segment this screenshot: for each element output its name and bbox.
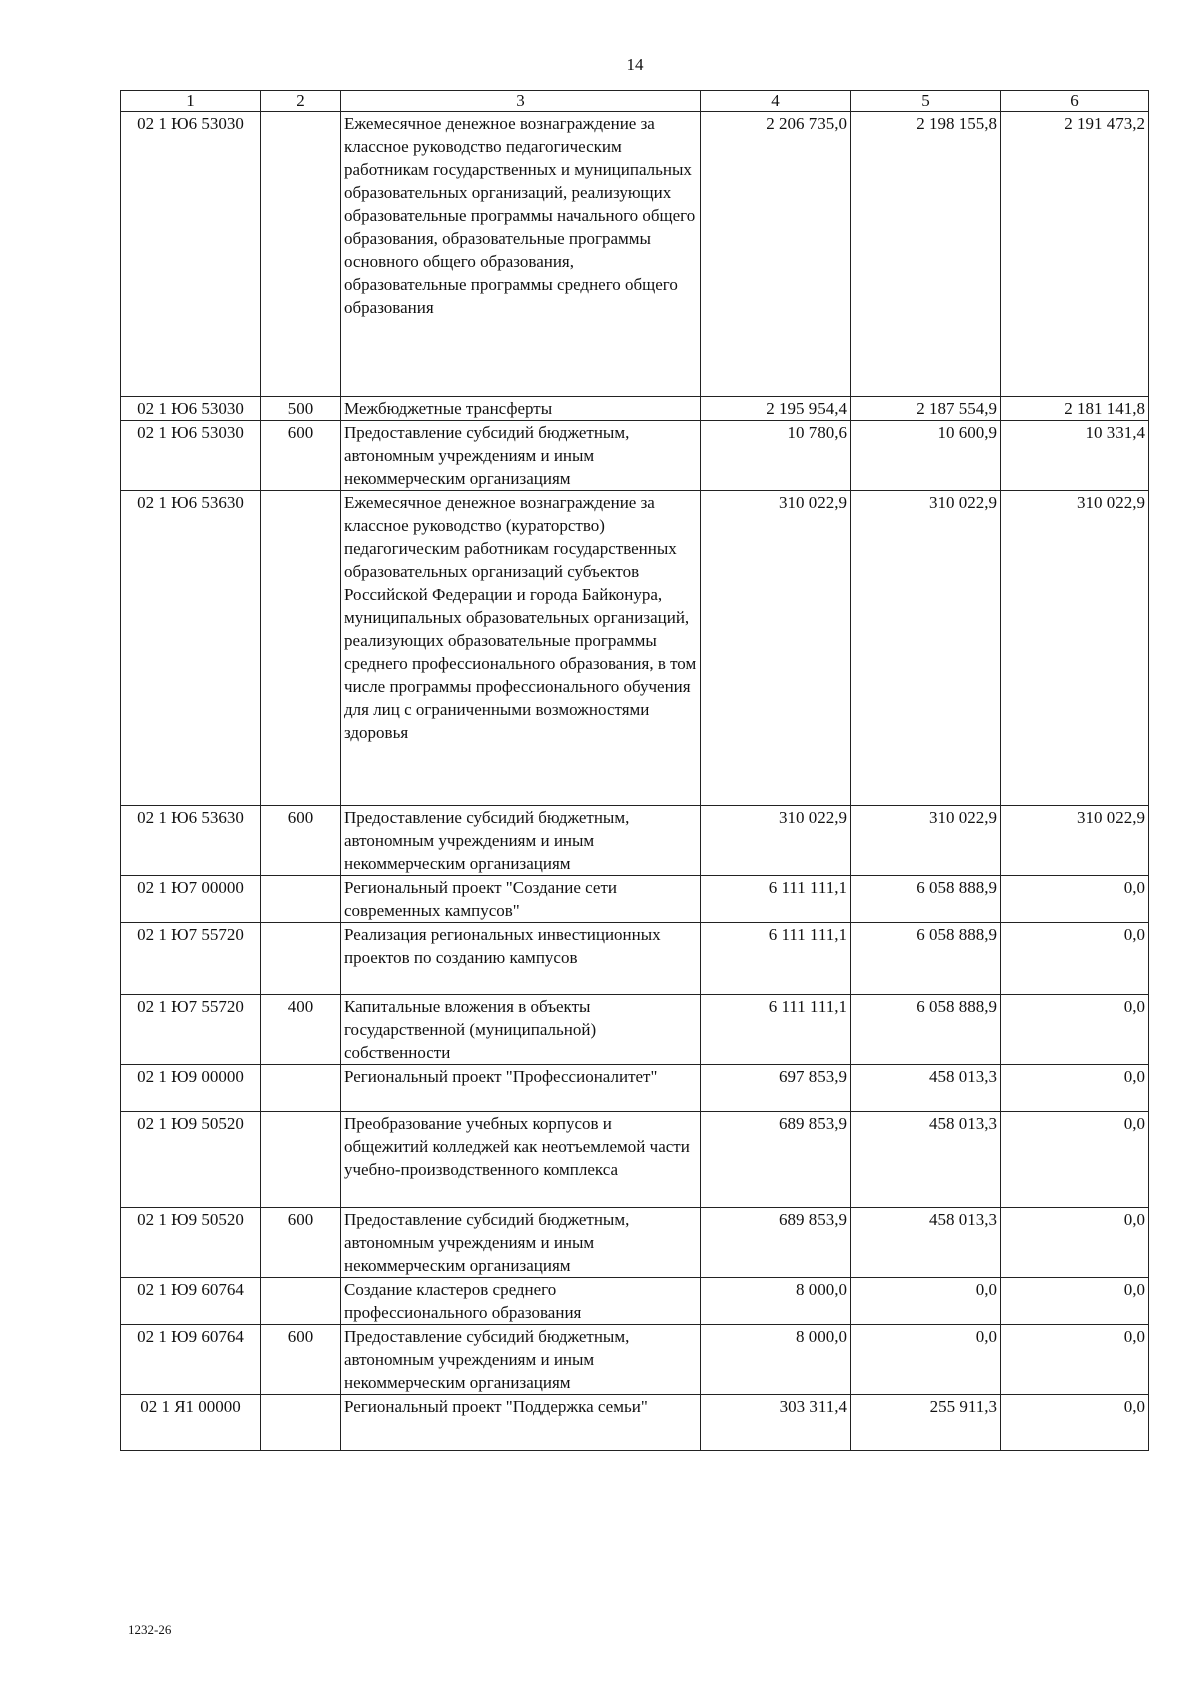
row-code: 02 1 Ю6 53630	[121, 806, 261, 876]
column-header: 2	[261, 91, 341, 112]
table-row	[121, 1112, 1149, 1208]
row-name: Предоставление субсидий бюджетным, автономным учреждениям и иным некоммерческим организациям	[341, 421, 701, 491]
row-value-year1: 310 022,9	[701, 491, 851, 806]
row-name: Региональный проект "Создание сети современных кампусов"	[341, 876, 701, 923]
row-value-year2: 458 013,3	[851, 1065, 1001, 1112]
row-name: Региональный проект "Профессионалитет"	[341, 1065, 701, 1112]
row-value-year3: 310 022,9	[1001, 806, 1149, 876]
column-header: 1	[121, 91, 261, 112]
table-row	[121, 397, 1149, 421]
row-expense-type	[261, 923, 341, 995]
row-code: 02 1 Ю7 55720	[121, 995, 261, 1065]
row-value-year3: 0,0	[1001, 995, 1149, 1065]
column-header: 5	[851, 91, 1001, 112]
row-expense-type: 500	[261, 397, 341, 421]
row-value-year1: 10 780,6	[701, 421, 851, 491]
row-value-year3: 2 191 473,2	[1001, 112, 1149, 397]
table-row	[121, 1325, 1149, 1395]
row-code: 02 1 Ю6 53030	[121, 421, 261, 491]
row-value-year2: 10 600,9	[851, 421, 1001, 491]
row-value-year1: 6 111 111,1	[701, 876, 851, 923]
row-value-year2: 6 058 888,9	[851, 995, 1001, 1065]
row-name: Ежемесячное денежное вознаграждение за классное руководство педагогическим работникам государственных и муниципальных образовательных организаций, реализующих образовательные программы начального общего образования, образовательные программы основного общего образования, образовательные программы среднего общего образования	[341, 112, 701, 397]
row-value-year3: 0,0	[1001, 1278, 1149, 1325]
table-row	[121, 112, 1149, 397]
table-row	[121, 995, 1149, 1065]
table-row	[121, 1208, 1149, 1278]
row-value-year1: 2 206 735,0	[701, 112, 851, 397]
row-value-year2: 458 013,3	[851, 1208, 1001, 1278]
row-value-year3: 0,0	[1001, 1395, 1149, 1451]
row-value-year1: 6 111 111,1	[701, 995, 851, 1065]
row-value-year2: 2 187 554,9	[851, 397, 1001, 421]
row-name: Преобразование учебных корпусов и общежитий колледжей как неотъемлемой части учебно-производственного комплекса	[341, 1112, 701, 1208]
row-value-year3: 0,0	[1001, 1065, 1149, 1112]
row-expense-type	[261, 112, 341, 397]
row-expense-type	[261, 1395, 341, 1451]
row-name: Предоставление субсидий бюджетным, автономным учреждениям и иным некоммерческим организациям	[341, 1325, 701, 1395]
row-name: Предоставление субсидий бюджетным, автономным учреждениям и иным некоммерческим организациям	[341, 1208, 701, 1278]
table-row	[121, 1278, 1149, 1325]
table-row	[121, 806, 1149, 876]
row-value-year1: 6 111 111,1	[701, 923, 851, 995]
row-name: Ежемесячное денежное вознаграждение за классное руководство (кураторство) педагогическим работникам государственных образовательных организаций субъектов Российской Федерации и города Байконура, муниципальных образовательных организаций, реализующих образовательные программы среднего профессионального образования, в том числе программы профессионального обучения для лиц с ограниченными возможностями здоровья	[341, 491, 701, 806]
budget-table	[120, 90, 1149, 1451]
row-value-year2: 458 013,3	[851, 1112, 1001, 1208]
row-code: 02 1 Ю9 60764	[121, 1325, 261, 1395]
row-value-year3: 0,0	[1001, 1208, 1149, 1278]
table-row	[121, 1395, 1149, 1451]
row-value-year1: 303 311,4	[701, 1395, 851, 1451]
row-value-year2: 0,0	[851, 1325, 1001, 1395]
row-expense-type: 400	[261, 995, 341, 1065]
row-expense-type: 600	[261, 421, 341, 491]
row-value-year2: 6 058 888,9	[851, 876, 1001, 923]
row-expense-type	[261, 491, 341, 806]
table-row	[121, 421, 1149, 491]
row-name: Реализация региональных инвестиционных проектов по созданию кампусов	[341, 923, 701, 995]
row-expense-type	[261, 876, 341, 923]
row-code: 02 1 Ю7 00000	[121, 876, 261, 923]
column-header: 4	[701, 91, 851, 112]
row-name: Создание кластеров среднего профессионального образования	[341, 1278, 701, 1325]
row-code: 02 1 Ю6 53030	[121, 112, 261, 397]
page-number: 14	[626, 55, 644, 74]
row-value-year3: 0,0	[1001, 1325, 1149, 1395]
row-value-year1: 697 853,9	[701, 1065, 851, 1112]
row-code: 02 1 Ю9 00000	[121, 1065, 261, 1112]
row-value-year3: 310 022,9	[1001, 491, 1149, 806]
table-row	[121, 1065, 1149, 1112]
row-code: 02 1 Ю6 53030	[121, 397, 261, 421]
column-header: 3	[341, 91, 701, 112]
row-value-year3: 2 181 141,8	[1001, 397, 1149, 421]
row-value-year1: 310 022,9	[701, 806, 851, 876]
row-value-year3: 10 331,4	[1001, 421, 1149, 491]
row-expense-type: 600	[261, 1325, 341, 1395]
row-code: 02 1 Ю6 53630	[121, 491, 261, 806]
row-value-year2: 2 198 155,8	[851, 112, 1001, 397]
row-expense-type	[261, 1278, 341, 1325]
row-value-year3: 0,0	[1001, 1112, 1149, 1208]
table-row	[121, 923, 1149, 995]
table-row	[121, 876, 1149, 923]
row-name: Предоставление субсидий бюджетным, автономным учреждениям и иным некоммерческим организациям	[341, 806, 701, 876]
row-value-year1: 689 853,9	[701, 1112, 851, 1208]
table-row	[121, 491, 1149, 806]
row-value-year2: 0,0	[851, 1278, 1001, 1325]
row-value-year1: 689 853,9	[701, 1208, 851, 1278]
row-expense-type: 600	[261, 806, 341, 876]
row-value-year2: 255 911,3	[851, 1395, 1001, 1451]
row-value-year1: 8 000,0	[701, 1325, 851, 1395]
row-value-year2: 6 058 888,9	[851, 923, 1001, 995]
row-name: Капитальные вложения в объекты государственной (муниципальной) собственности	[341, 995, 701, 1065]
document-id: 1232-26	[128, 1622, 172, 1637]
row-code: 02 1 Ю9 50520	[121, 1112, 261, 1208]
row-expense-type: 600	[261, 1208, 341, 1278]
row-name: Региональный проект "Поддержка семьи"	[341, 1395, 701, 1451]
table-header-row	[121, 91, 1149, 112]
row-code: 02 1 Ю9 50520	[121, 1208, 261, 1278]
row-name: Межбюджетные трансферты	[341, 397, 701, 421]
row-code: 02 1 Ю9 60764	[121, 1278, 261, 1325]
row-expense-type	[261, 1065, 341, 1112]
row-value-year1: 8 000,0	[701, 1278, 851, 1325]
row-value-year3: 0,0	[1001, 923, 1149, 995]
row-code: 02 1 Я1 00000	[121, 1395, 261, 1451]
row-value-year2: 310 022,9	[851, 491, 1001, 806]
row-code: 02 1 Ю7 55720	[121, 923, 261, 995]
column-header: 6	[1001, 91, 1149, 112]
row-value-year1: 2 195 954,4	[701, 397, 851, 421]
row-value-year3: 0,0	[1001, 876, 1149, 923]
row-value-year2: 310 022,9	[851, 806, 1001, 876]
row-expense-type	[261, 1112, 341, 1208]
